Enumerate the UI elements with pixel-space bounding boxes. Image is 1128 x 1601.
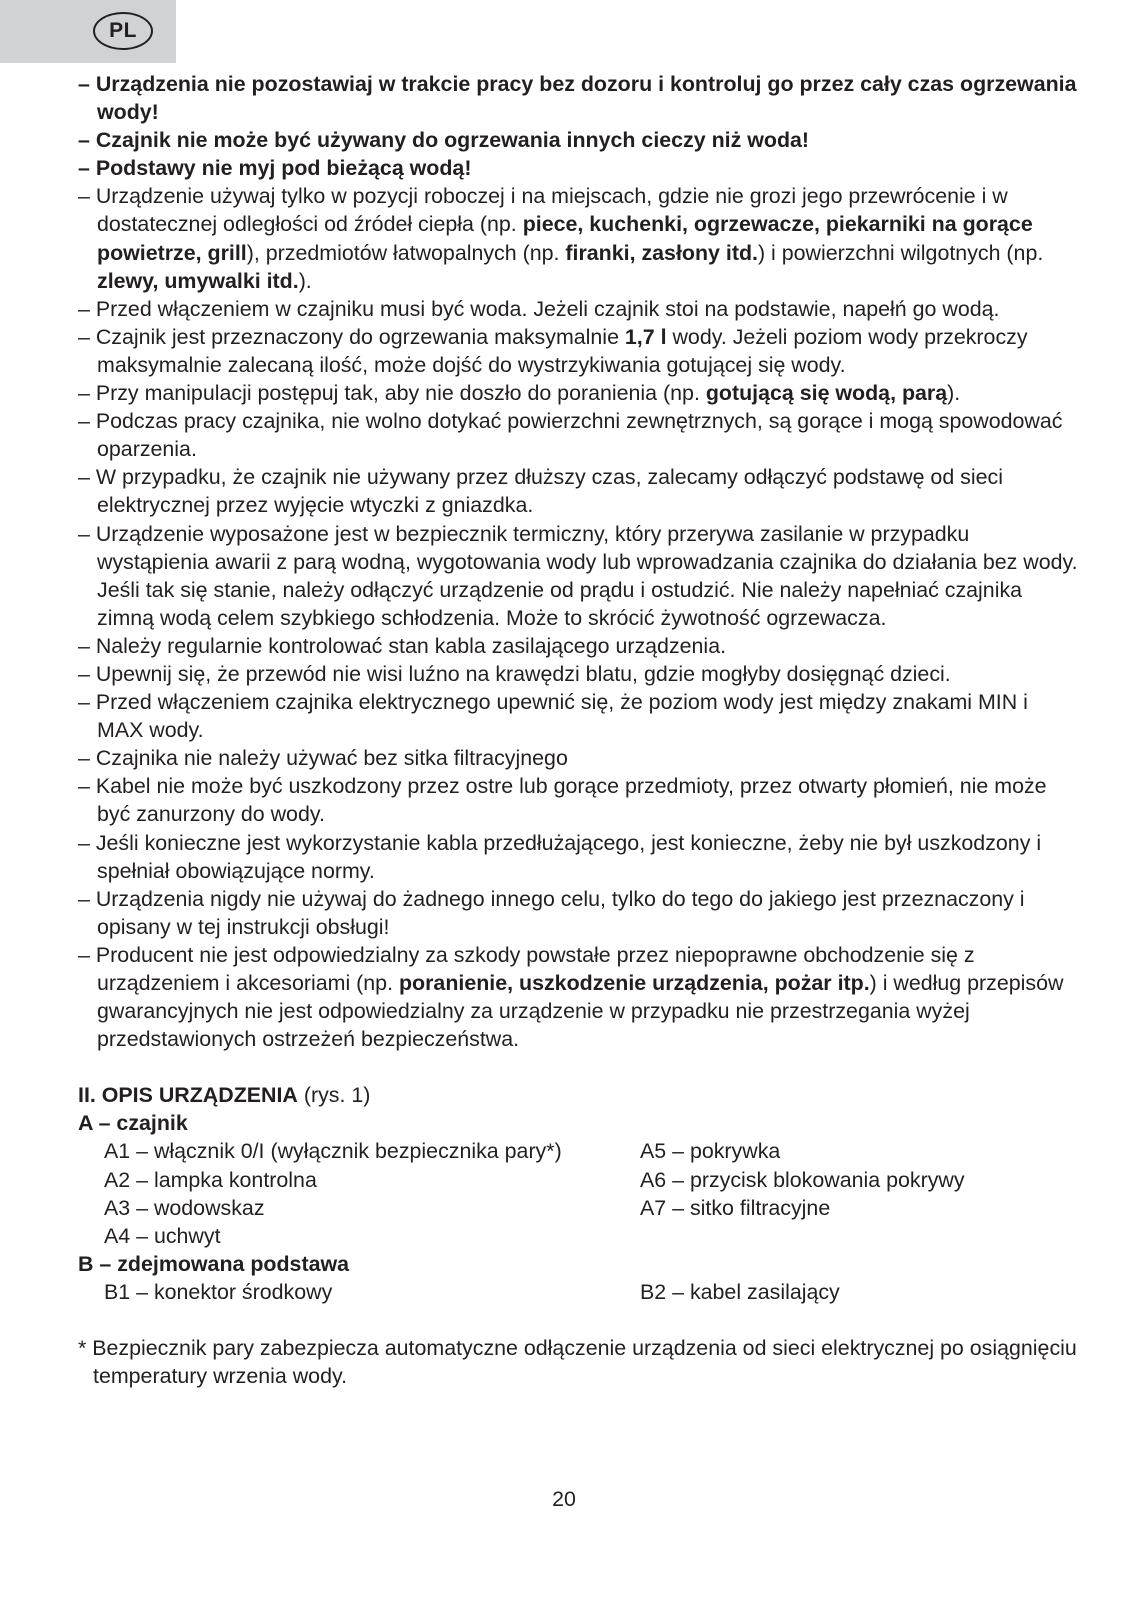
language-tab	[0, 0, 176, 63]
warning-text: – Urządzenia nigdy nie używaj do żadnego innego celu, tylko do tego do jakiego jest przeznaczony i opisany w tej instrukcji obsługi!	[78, 886, 1025, 939]
group-b-col2	[640, 1278, 1078, 1306]
warning-item	[78, 379, 1078, 407]
warning-text: – Czajnika nie należy używać bez sitka filtracyjnego	[78, 746, 568, 771]
warning-item	[78, 154, 1078, 182]
warning-item	[78, 885, 1078, 941]
warning-text: – Jeśli konieczne jest wykorzystanie kabla przedłużającego, jest konieczne, żeby nie był uszkodzony i spełniał obowiązujące normy.	[78, 830, 1042, 883]
warning-text: – Należy regularnie kontrolować stan kabla zasilającego urządzenia.	[78, 633, 727, 658]
warning-emphasis: zlewy, umywalki itd.	[97, 268, 299, 293]
part-item: A7 – sitko filtracyjne	[640, 1195, 831, 1220]
group-b-title: B – zdejmowana podstawa	[78, 1251, 350, 1276]
warning-text: – Przy manipulacji postępuj tak, aby nie doszło do poranienia (np.	[78, 381, 706, 406]
warning-item	[78, 182, 1078, 294]
warning-text: ) i według przepisów gwarancyjnych nie jest odpowiedzialny za urządzenie w przypadku nie przestrzegania wyżej przedstawionych ostrzeżeń bezpieczeństwa.	[97, 971, 1064, 1052]
warning-emphasis: piece, kuchenki, ogrzewacze, piekarniki na gorące powietrze, grill	[97, 212, 1033, 265]
warning-item	[78, 520, 1078, 632]
warning-item	[78, 295, 1078, 323]
warning-text: ).	[298, 268, 312, 293]
safety-warnings-list	[78, 70, 1078, 1053]
section-gap	[78, 1053, 1078, 1081]
footnote-gap	[78, 1306, 1078, 1334]
group-a-col2	[640, 1137, 1078, 1249]
part-item: A4 – uchwyt	[104, 1223, 221, 1248]
part-item: A5 – pokrywka	[640, 1139, 781, 1164]
warning-text: – Czajnik jest przeznaczony do ogrzewania maksymalnie	[78, 324, 625, 349]
warning-text: – Kabel nie może być uszkodzony przez ostre lub gorące przedmioty, przez otwarty płomień, nie może być zanurzony do wody.	[78, 774, 1047, 827]
part-item: A6 – przycisk blokowania pokrywy	[640, 1167, 965, 1192]
warning-text: ), przedmiotów łatwopalnych (np.	[246, 240, 566, 265]
warning-text: – Urządzenie używaj tylko w pozycji roboczej i na miejscach, gdzie nie grozi jego przewrócenie i w dostatecznej odległości od źródeł ciepła (np.	[78, 184, 1008, 237]
warning-text: wody. Jeżeli poziom wody przekroczy maksymalnie zalecaną ilość, może dojść do wystrzykiwania gotującej się wody.	[97, 324, 1028, 377]
warning-text: – Podczas pracy czajnika, nie wolno dotykać powierzchni zewnętrznych, są gorące i mogą spowodować oparzenia.	[78, 409, 1063, 462]
footnote: * Bezpiecznik pary zabezpiecza automatyczne odłączenie urządzenia od sieci elektrycznej po osiągnięciu temperatury wrzenia wody.	[78, 1336, 1077, 1389]
warning-text: ).	[947, 381, 961, 406]
warning-item	[78, 632, 1078, 660]
warning-emphasis: gotującą się wodą, parą	[705, 381, 948, 406]
section-figure-ref: (rys. 1)	[297, 1083, 371, 1108]
section-title: II. OPIS URZĄDZENIA	[78, 1083, 298, 1108]
warning-text: – Upewnij się, że przewód nie wisi luźno na krawędzi blatu, gdzie mogłyby dosięgnąć dzieci.	[78, 661, 951, 686]
manual-content	[78, 70, 1078, 1390]
part-item: B2 – kabel zasilający	[640, 1279, 840, 1304]
warning-text: ) i powierzchni wilgotnych (np.	[757, 240, 1044, 265]
warning-emphasis: poranienie, uszkodzenie urządzenia, pożar itp.	[398, 971, 870, 995]
warning-item	[78, 941, 1078, 1053]
language-badge: PL	[93, 12, 153, 50]
warning-item	[78, 126, 1078, 154]
warning-item	[78, 407, 1078, 463]
warning-item	[78, 70, 1078, 126]
section-heading	[78, 1081, 1078, 1109]
part-item: B1 – konektor środkowy	[104, 1279, 333, 1304]
warning-emphasis: firanki, zasłony itd.	[565, 240, 758, 265]
warning-text: – Producent nie jest odpowiedzialny za szkody powstałe przez niepoprawne obchodzenie się z urządzeniem i akcesoriami (np.	[78, 942, 975, 995]
warning-item	[78, 463, 1078, 519]
group-b-parts	[78, 1278, 1078, 1306]
warning-item	[78, 323, 1078, 379]
warning-text: – Przed włączeniem czajnika elektrycznego upewnić się, że poziom wody jest między znakami MIN i MAX wody.	[78, 690, 1028, 743]
page-number: 20	[552, 1487, 576, 1511]
warning-text: – W przypadku, że czajnik nie używany przez dłuższy czas, zalecamy odłączyć podstawę od sieci elektrycznej przez wyjęcie wtyczki z gniazdka.	[78, 465, 1003, 518]
warning-item	[78, 744, 1078, 772]
group-b-col1	[104, 1278, 640, 1306]
group-a-col1	[104, 1137, 640, 1249]
group-a-title: A – czajnik	[78, 1111, 188, 1136]
warning-text: – Przed włączeniem w czajniku musi być woda. Jeżeli czajnik stoi na podstawie, napełń go wodą.	[78, 296, 1000, 321]
warning-item	[78, 660, 1078, 688]
warning-emphasis: – Czajnik nie może być używany do ogrzewania innych cieczy niż woda!	[78, 128, 810, 153]
warning-item	[78, 688, 1078, 744]
warning-emphasis: 1,7 l	[624, 324, 667, 349]
warning-item	[78, 829, 1078, 885]
part-item: A2 – lampka kontrolna	[104, 1167, 317, 1192]
warning-item	[78, 772, 1078, 828]
warning-text: – Urządzenie wyposażone jest w bezpiecznik termiczny, który przerywa zasilanie w przypadku wystąpienia awarii z parą wodną, wygotowania wody lub wprowadzania czajnika do działania bez wody. Jeśli tak się stanie, należy odłączyć urządzenie od prądu i ostudzić. Nie należy napełniać czajnika zimną wodą celem szybkiego schłodzenia. Może to skrócić żywotność ogrzewacza.	[78, 521, 1078, 630]
group-a-parts	[78, 1137, 1078, 1249]
part-item: A3 – wodowskaz	[104, 1195, 265, 1220]
part-item: A1 – włącznik 0/I (wyłącznik bezpiecznika pary*)	[104, 1139, 562, 1164]
warning-emphasis: – Podstawy nie myj pod bieżącą wodą!	[78, 156, 472, 181]
warning-emphasis: – Urządzenia nie pozostawiaj w trakcie pracy bez dozoru i kontroluj go przez cały czas ogrzewania wody!	[78, 72, 1077, 125]
